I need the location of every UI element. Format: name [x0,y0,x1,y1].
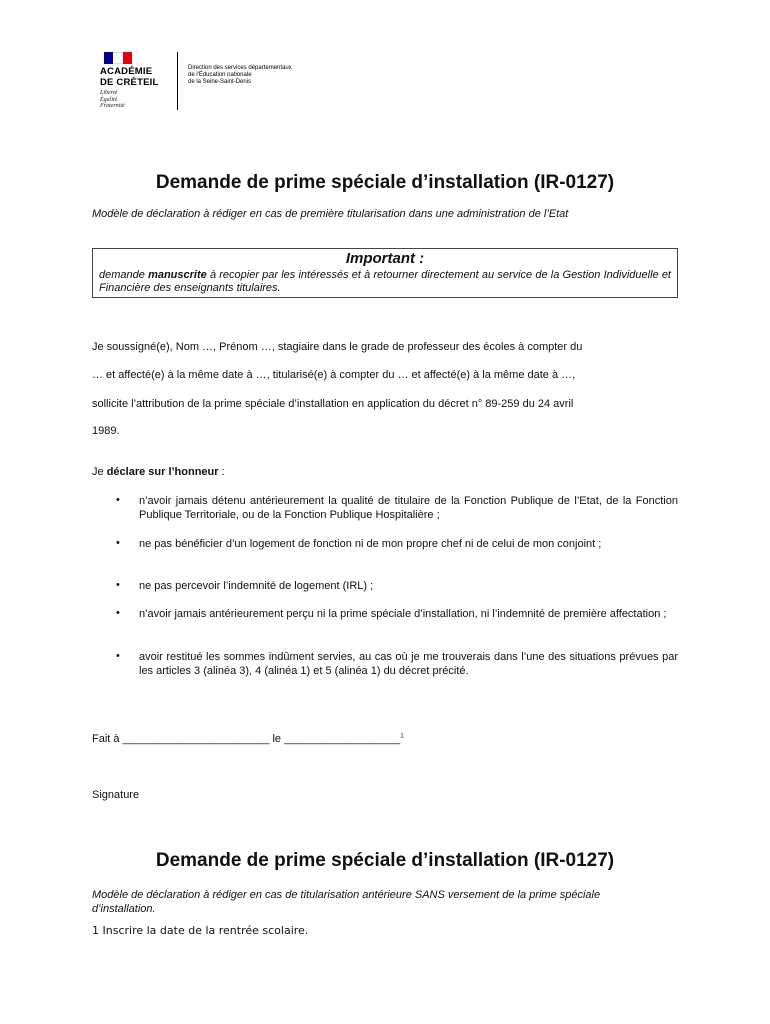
declaration-item: n’avoir jamais détenu antérieurement la qualité de titulaire de la Fonction Publique de l’Etat, de la Fonction Publique Territoriale, ou de la Fonction Publique Hospitalière ; [139,495,678,521]
important-heading: Important : [345,250,425,267]
important-notice-box [92,248,678,298]
academy-logo [100,50,340,112]
page-subtitle: Modèle de déclaration à rédiger en cas de première titularisation dans une administration de l’Etat [92,208,569,220]
academy-name: ACADÉMIE DE CRÉTEIL [100,66,159,88]
bullet-icon: • [116,607,120,619]
declaration-item: ne pas percevoir l’indemnité de logement (IRL) ; [139,580,374,592]
body-line-2: … et affecté(e) à la même date à …, titularisé(e) à compter du … et affecté(e) à la même date à …, [92,369,576,381]
body-line-1: Je soussigné(e), Nom …, Prénom …, stagiaire dans le grade de professeur des écoles à compter du [92,341,583,353]
bullet-icon: • [116,494,120,506]
signature-label: Signature [92,789,140,801]
body-line-3: sollicite l’attribution de la prime spéciale d’installation en application du décret n° 89-259 du 24 avril [92,398,574,410]
body-line-4: 1989. [92,425,120,437]
second-title: Demande de prime spéciale d’installation (IR-0127) [155,850,615,871]
logo-divider [177,52,178,110]
declaration-item: avoir restitué les sommes indûment servies, au cas où je me trouverais dans l’une des situations prévues par les articles 3 (alinéa 3), 4 (alinéa 1) et 5 (alinéa 1) du décret précité. [139,651,678,677]
marianne-flag-icon [104,52,132,64]
republic-motto: Liberté Égalité Fraternité [100,90,125,109]
bullet-icon: • [116,537,120,549]
bullet-icon: • [116,579,120,591]
bullet-icon: • [116,650,120,662]
direction-name: Direction des services départementaux de l'Éducation nationale de la Seine-Saint-Denis [188,65,292,85]
second-subtitle: Modèle de déclaration à rédiger en cas de titularisation antérieure SANS versement de la prime spéciale d’installation. [92,889,601,915]
declaration-intro: Je déclare sur l’honneur : [92,466,225,478]
important-text: demande manuscrite à recopier par les intéressés et à retourner directement au service de la Gestion Individuelle et Financière des enseignants titulaires. [99,269,671,294]
footnote-ref: 1 [400,733,404,740]
page-title: Demande de prime spéciale d’installation (IR-0127) [155,172,615,193]
declaration-item: n’avoir jamais antérieurement perçu ni la prime spéciale d’installation, ni l’indemnité de première affectation ; [139,608,667,620]
place-date-line: Fait à ________________________ le ___________________$^1$ [92,733,404,745]
declaration-item: ne pas bénéficier d’un logement de fonction ni de mon propre chef ni de celui de mon conjoint ; [139,538,602,550]
footnote: 1 Inscrire la date de la rentrée scolaire. [92,924,309,937]
